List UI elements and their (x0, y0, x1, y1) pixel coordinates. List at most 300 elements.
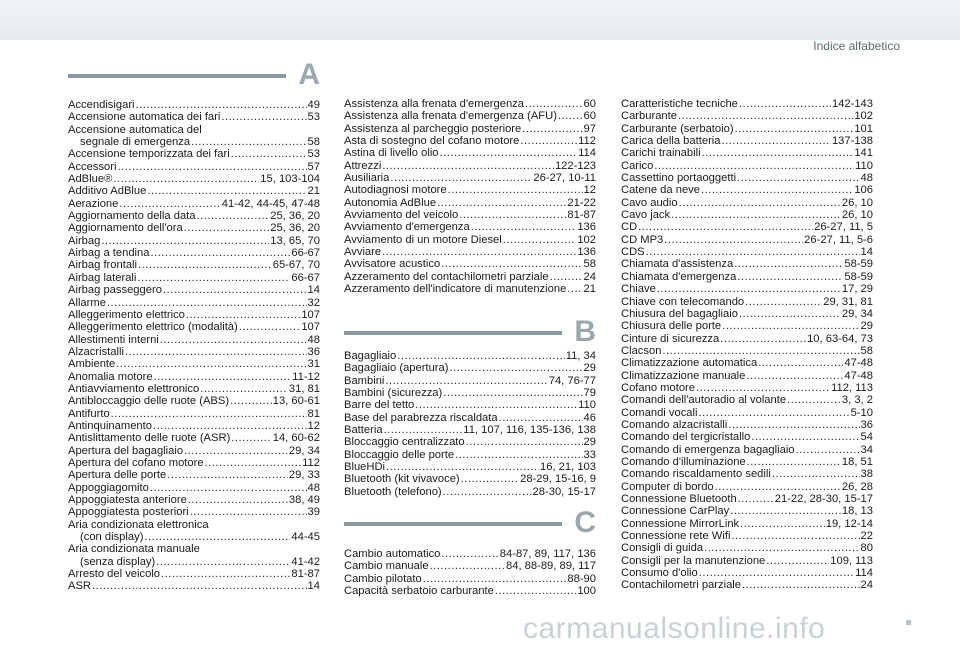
top-band (0, 0, 960, 40)
index-entry (344, 424, 596, 436)
index-entry-pages: 66-67 (291, 247, 320, 260)
index-entry-term: Alzacristalli (68, 345, 124, 358)
dot-leader (113, 173, 259, 185)
index-entry (68, 469, 320, 481)
index-entry (344, 197, 596, 209)
index-entry-term: Accensione automatica dei fari (68, 111, 221, 124)
dot-leader (758, 357, 843, 369)
index-entry-term: Contachilometri parziale (621, 579, 742, 592)
index-entry (621, 160, 873, 172)
index-entry-pages: 11, 34 (565, 350, 596, 362)
index-entry (68, 334, 320, 346)
index-entry-pages: 10, 63-64, 73 (807, 332, 873, 345)
index-entry-pages: 21 (307, 185, 320, 198)
index-entry-term: Aerazione (68, 197, 119, 210)
index-entry (621, 493, 873, 505)
dot-leader (144, 531, 290, 543)
dot-leader (384, 424, 463, 436)
index-entry-pages: 21 (583, 283, 596, 296)
index-entry-pages: 24 (860, 579, 873, 592)
index-entry-term: Accendisigari (68, 99, 135, 111)
index-entry-term: Ausiliaria (344, 172, 390, 185)
index-entry (621, 345, 873, 357)
dot-leader (740, 518, 825, 530)
corner-marker (906, 620, 911, 625)
index-entry-pages: 41-42 (291, 555, 320, 568)
index-entry-term: Climatizzazione manuale (621, 369, 746, 382)
index-entry-pages: 14, 60-62 (272, 432, 320, 445)
index-entry-pages: 12 (307, 419, 320, 432)
section-header-a (68, 58, 320, 92)
index-entry-pages: 5-10 (850, 406, 873, 419)
dot-leader (459, 209, 566, 221)
index-entry (344, 98, 596, 110)
index-entry-term: Accensione temporizzata dei fari (68, 148, 230, 161)
index-entry-term: Airbag passeggero (68, 284, 162, 297)
index-entry-pages: 81-87 (567, 209, 596, 222)
dot-leader (150, 482, 307, 494)
dot-leader (701, 184, 853, 196)
dot-leader (184, 445, 288, 457)
dot-leader (503, 234, 577, 246)
index-entry-term: Appoggiatesta posteriori (68, 506, 189, 519)
dot-leader (742, 579, 860, 591)
index-entry (344, 160, 596, 172)
dot-leader (154, 371, 292, 383)
index-entry-term: Avviamento d'emergenza (344, 221, 470, 234)
index-entry-pages: 26, 28 (841, 480, 873, 493)
index-entry-pages: 112, 113 (831, 381, 873, 394)
index-entry-term: Accensione automatica del (68, 123, 202, 136)
dot-leader (657, 283, 841, 295)
section-divider (68, 74, 286, 78)
index-entry-term: Computer di bordo (621, 480, 714, 493)
dot-leader (664, 234, 803, 246)
dot-leader (745, 296, 822, 308)
index-entry (344, 350, 596, 362)
dot-leader (191, 136, 306, 148)
index-entry-pages: 29 (583, 436, 596, 449)
index-entry-term: Cavo jack (621, 209, 671, 222)
index-entry-pages: 36 (307, 345, 320, 358)
index-entry (621, 147, 873, 159)
index-entry (68, 235, 320, 247)
index-entry-term: Catene da neve (621, 184, 700, 197)
index-entry (621, 234, 873, 246)
index-entry-term: Antifurto (68, 407, 110, 420)
index-entry-pages: 107 (301, 308, 320, 321)
index-entry (621, 357, 873, 369)
index-entry-pages: 25, 36, 20 (270, 210, 320, 223)
dot-leader (704, 542, 859, 554)
index-entry-term: Allestimenti interni (68, 333, 159, 346)
dot-leader (739, 308, 841, 320)
index-entry-pages: 142-143 (831, 98, 873, 110)
index-entry-pages: 112 (302, 456, 320, 469)
index-entry-pages: 26-27, 10-11 (533, 172, 596, 185)
index-entry-pages: 14 (860, 246, 873, 259)
index-entry (344, 271, 596, 283)
index-entry-term: Comando d'illuminazione (621, 455, 746, 468)
index-entry-term: Assistenza alla frenata d'emergenza (AFU) (344, 110, 557, 123)
index-entry (68, 161, 320, 173)
dot-leader (654, 160, 854, 172)
dot-leader (520, 135, 577, 147)
index-entry-pages: 60 (583, 98, 596, 110)
index-entry-term: Consumo d'olio (621, 567, 698, 580)
dot-leader (437, 197, 566, 209)
index-entry-term: Cambio manuale (344, 560, 429, 573)
index-entry (68, 580, 320, 592)
index-entry-term: CDS (621, 246, 645, 259)
index-entry-pages: 136 (577, 246, 596, 259)
index-entry-term: Comando riscaldamento sedili (621, 468, 771, 481)
index-entry-term: Comando del tergicristallo (621, 431, 751, 444)
index-entry-pages: 3, 3, 2 (841, 394, 873, 407)
index-entry-pages: 12 (583, 184, 596, 197)
index-entry-pages: 112 (578, 135, 596, 148)
index-entry (621, 505, 873, 517)
index-entry-pages: 54 (860, 431, 873, 444)
dot-leader (499, 412, 583, 424)
index-entry-term: Carica della batteria (621, 135, 721, 148)
index-entry (621, 456, 873, 468)
index-entry-pages: 29, 33 (288, 469, 320, 482)
index-entry (68, 408, 320, 420)
dot-leader (662, 345, 859, 357)
dot-leader (230, 395, 272, 407)
dot-leader (766, 555, 829, 567)
index-entry-pages: 44-45 (291, 531, 320, 544)
index-entry (621, 530, 873, 542)
index-entry-term: Cambio automatico (344, 548, 441, 560)
index-entry-term: Climatizzazione automatica (621, 357, 758, 370)
index-entry-term: Chiave (621, 283, 656, 296)
index-entry (344, 184, 596, 196)
index-entry-pages: 26-27, 11, 5 (814, 221, 873, 234)
index-entry-term: Cavo audio (621, 196, 678, 209)
dot-leader (167, 469, 288, 481)
dot-leader (161, 568, 290, 580)
index-entry-term: Connessione MirrorLink (621, 517, 740, 530)
dot-leader (737, 271, 843, 283)
index-entry-pages: 18, 51 (841, 455, 873, 468)
dot-leader (722, 135, 831, 147)
index-entry-term: Azzeramento del contachilometri parziale (344, 270, 549, 283)
index-entry (68, 111, 320, 123)
index-entry-pages: 58 (307, 136, 320, 149)
page-header-title: Indice alfabetico (813, 39, 900, 53)
index-entry (68, 383, 320, 395)
index-entry (344, 234, 596, 246)
index-entry (621, 172, 873, 184)
index-entry (68, 99, 320, 111)
index-entry-pages: 41-42, 44-45, 47-48 (221, 197, 320, 210)
dot-leader (423, 573, 567, 585)
index-entry-pages: 22 (860, 530, 873, 543)
index-entry (621, 110, 873, 122)
index-entry-term: Carburante (621, 110, 677, 123)
index-entry (68, 321, 320, 333)
index-entry-pages: 28-29, 15-16, 9 (520, 473, 596, 486)
index-entry (621, 258, 873, 270)
index-entry-term: Bluetooth (telefono) (344, 485, 442, 498)
index-entry-term: Additivo AdBlue (68, 185, 147, 198)
index-entry-term: Bloccaggio delle porte (344, 448, 455, 461)
index-entry (344, 258, 596, 270)
index-entry (68, 185, 320, 197)
index-entry-pages: 84-87, 89, 117, 136 (499, 548, 596, 560)
index-entry (621, 184, 873, 196)
index-entry-pages: 102 (854, 110, 873, 123)
index-entry (621, 370, 873, 382)
dot-leader (200, 383, 288, 395)
index-entry (344, 548, 596, 560)
index-entry (68, 519, 320, 531)
index-entry-term: Alleggerimento elettrico (modalità) (68, 321, 238, 334)
index-entry (621, 419, 873, 431)
index-entry-pages: 13, 65, 70 (270, 234, 320, 247)
index-entry (68, 210, 320, 222)
index-entry-term: Comandi dell'autoradio al volante (621, 394, 787, 407)
index-entry-term: Consigli per la manutenzione (621, 554, 766, 567)
index-entry (621, 382, 873, 394)
section-divider (344, 522, 562, 526)
index-entry-term: Barre del tetto (344, 399, 415, 412)
index-entry-pages: 29 (583, 362, 596, 375)
index-entry-pages: 33 (583, 448, 596, 461)
index-entry (344, 221, 596, 233)
index-entry (621, 333, 873, 345)
dot-leader (734, 258, 843, 270)
dot-leader (702, 147, 854, 159)
index-entry (621, 567, 873, 579)
index-entry-term: Consigli di guida (621, 542, 704, 555)
index-entry-pages: 21-22, 28-30, 15-17 (774, 493, 873, 505)
index-entry (344, 387, 596, 399)
dot-leader (390, 172, 532, 184)
index-entry-term: Avviamento di un motore Diesel (344, 233, 502, 246)
dot-leader (679, 197, 841, 209)
index-entry-pages: 15, 103-104 (260, 173, 320, 186)
index-entry-term: Avvisatore acustico (344, 258, 441, 271)
dot-leader (197, 210, 270, 222)
index-entry-pages: 38 (860, 468, 873, 481)
index-column-2-a (344, 98, 596, 296)
index-entry (344, 486, 596, 498)
dot-leader (125, 346, 307, 358)
dot-leader (471, 221, 577, 233)
index-entry (344, 147, 596, 159)
index-entry-pages: 21-22 (567, 196, 596, 209)
index-entry (344, 399, 596, 411)
index-entry (344, 449, 596, 461)
index-entry (621, 271, 873, 283)
index-entry-pages: 66-67 (291, 271, 320, 284)
index-entry-pages: 47-48 (844, 357, 873, 370)
index-entry (344, 123, 596, 135)
index-entry (344, 573, 596, 585)
index-entry-pages: 11-12 (292, 370, 320, 383)
dot-leader (163, 284, 307, 296)
index-entry (621, 394, 873, 406)
index-entry-term: Chiamata d'emergenza (621, 270, 737, 283)
dot-leader (787, 394, 841, 406)
index-entry-pages: 48 (307, 481, 320, 494)
index-entry (68, 136, 320, 148)
index-entry (68, 482, 320, 494)
dot-leader (111, 408, 307, 420)
dot-leader (231, 432, 271, 444)
index-entry-pages: 109, 113 (830, 554, 873, 567)
index-entry-pages: 137-138 (831, 135, 873, 148)
dot-leader (101, 235, 269, 247)
index-entry (68, 198, 320, 210)
index-entry (68, 568, 320, 580)
index-entry-term: Airbag frontali (68, 259, 138, 272)
index-entry-pages: 65-67, 70 (272, 259, 320, 272)
index-entry-term: Comandi vocali (621, 406, 698, 419)
index-entry (68, 346, 320, 358)
index-entry-pages: 31 (307, 358, 320, 371)
index-entry-pages: 106 (854, 184, 873, 197)
index-entry (344, 246, 596, 258)
index-entry (344, 560, 596, 572)
index-entry-term: Capacità serbatoio carburante (344, 585, 494, 598)
index-entry-pages: 14 (307, 580, 320, 593)
index-entry-pages: 19, 12-14 (825, 517, 873, 530)
index-entry-term: Airbag laterali (68, 271, 137, 284)
index-column-1 (68, 99, 320, 593)
index-entry (68, 148, 320, 160)
dot-leader (751, 431, 859, 443)
index-entry-pages: 29, 31, 81 (823, 295, 873, 308)
index-entry-term: Autonomia AdBlue (344, 196, 437, 209)
dot-leader (466, 436, 583, 448)
index-entry-pages: 26, 10 (841, 209, 873, 222)
index-entry-pages: 36 (860, 418, 873, 431)
index-entry-pages: 28-30, 15-17 (532, 485, 596, 498)
index-entry (68, 272, 320, 284)
dot-leader (738, 493, 774, 505)
dot-leader (440, 147, 578, 159)
dot-leader (461, 473, 519, 485)
index-entry (621, 320, 873, 332)
dot-leader (397, 350, 564, 362)
dot-leader (525, 98, 583, 110)
index-entry (344, 436, 596, 448)
index-entry-pages: 141 (854, 147, 873, 160)
index-entry-pages: 53 (307, 148, 320, 161)
index-entry-term: Arresto del veicolo (68, 568, 161, 581)
index-entry (344, 283, 596, 295)
dot-leader (720, 333, 806, 345)
index-entry-term: Connessione Bluetooth (621, 493, 737, 505)
index-entry-pages: 114 (578, 147, 596, 160)
index-entry (621, 407, 873, 419)
index-entry (344, 473, 596, 485)
index-entry-term: Cassettino portaoggetti (621, 172, 737, 185)
index-entry (621, 431, 873, 443)
index-entry-pages: 29, 34 (841, 307, 873, 320)
index-entry-pages: 58-59 (844, 270, 873, 283)
index-entry-term: Apertura del cofano motore (68, 456, 204, 469)
index-entry (621, 221, 873, 233)
index-entry-pages: 47-48 (844, 369, 873, 382)
index-entry (68, 124, 320, 136)
index-entry-pages: 24 (583, 270, 596, 283)
index-entry-term: (senza display) (80, 555, 156, 568)
index-entry-term: Allarme (68, 296, 106, 309)
index-entry-term: Bagagliaio (344, 350, 397, 362)
index-entry-term: Carico (621, 159, 654, 172)
index-entry-pages: 25, 36, 20 (270, 222, 320, 235)
index-entry-pages: 81 (307, 407, 320, 420)
dot-leader (137, 272, 290, 284)
dot-leader (385, 375, 547, 387)
index-entry-term: Appoggiatesta anteriore (68, 494, 187, 506)
index-entry-pages: 48 (860, 172, 873, 185)
dot-leader (731, 530, 859, 542)
index-entry-term: Alleggerimento elettrico (68, 308, 185, 321)
index-entry-term: Cinture di sicurezza (621, 332, 720, 345)
index-entry-term: Clacson (621, 344, 662, 357)
index-entry-pages: 29, 34 (288, 444, 320, 457)
dot-leader (449, 362, 582, 374)
dot-leader (160, 334, 307, 346)
index-entry-term: Antislittamento delle ruote (ASR) (68, 432, 231, 445)
dot-leader (739, 98, 831, 110)
dot-leader (156, 556, 290, 568)
index-entry-term: Azzeramento dell'indicatore di manutenzione (344, 283, 567, 296)
dot-leader (699, 567, 854, 579)
index-entry-pages: 14 (307, 284, 320, 297)
index-entry-term: Carburante (serbatoio) (621, 122, 734, 135)
dot-leader (730, 505, 841, 517)
index-entry-term: Bloccaggio centralizzato (344, 436, 465, 449)
index-entry-pages: 16, 21, 103 (540, 461, 596, 474)
index-entry-pages: 102 (577, 233, 596, 246)
index-entry-term: Connessione CarPlay (621, 505, 730, 518)
dot-leader (558, 110, 583, 122)
dot-leader (448, 184, 583, 196)
dot-leader (136, 99, 307, 111)
index-entry-term: Cofano motore (621, 381, 696, 394)
index-entry-term: Carichi trainabili (621, 147, 701, 160)
index-entry-pages: 107 (301, 321, 320, 334)
section-header-b (344, 315, 596, 349)
index-entry-pages: 101 (854, 122, 873, 135)
dot-leader (495, 585, 576, 597)
dot-leader (671, 209, 841, 221)
index-entry-term: Autodiagnosi motore (344, 184, 447, 197)
index-entry-pages: 80 (860, 542, 873, 555)
index-entry (344, 585, 596, 597)
dot-leader (746, 370, 843, 382)
index-entry-pages: 32 (307, 296, 320, 309)
index-entry-pages: 97 (583, 122, 596, 135)
index-entry-pages: 58 (583, 258, 596, 271)
index-entry-pages: 79 (583, 387, 596, 400)
index-entry-term: Caratteristiche tecniche (621, 98, 738, 110)
index-entry-term: Apertura delle porte (68, 469, 167, 482)
index-entry (621, 468, 873, 480)
index-entry-term: Base del parabrezza riscaldata (344, 411, 498, 424)
dot-leader (119, 198, 220, 210)
index-entry (621, 209, 873, 221)
index-entry-term: Antiavviamento elettronico (68, 382, 200, 395)
index-entry-term: Asta di sostegno del cofano motore (344, 135, 520, 148)
